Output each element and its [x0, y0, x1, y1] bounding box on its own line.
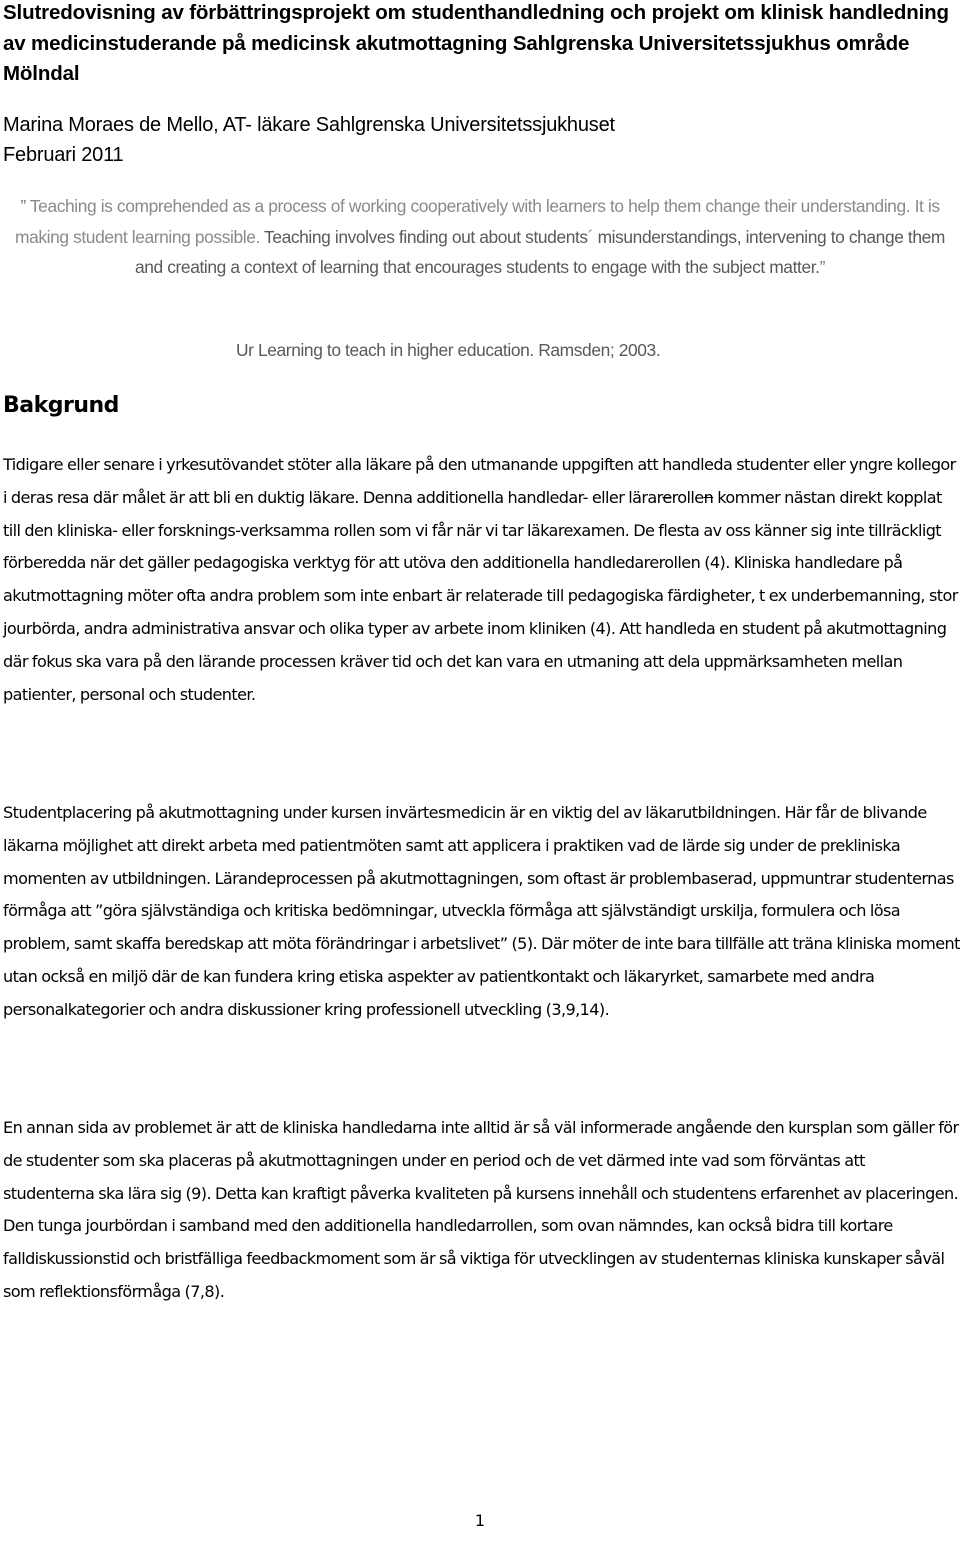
paragraph-1-text-c: kommer nästan direkt kopplat till den kliniska- eller forsknings-verksamma rollen som vi får när vi tar läkarexamen. De flesta av oss känner sig inte tillräckligt förberedda när det gäller pedagogiska verktyg för att utöva den additionella handledarerollen (4). Kliniska handledare på akutmottagning möter ofta andra problem som inte enbart är relaterade till pedagogiska färdigheter, t ex underbemanning, stor jourbörda, andra administrativa ansvar och olika typer av arbete inom kliniken (4). Att handleda en student på akutmottagning där fokus ska vara på den lärande processen kräver tid och det kan vara en utmaning att dela uppmärksamheten mellan patienter, personal och studenter. [3, 487, 958, 704]
quote-source: Ur Learning to teach in higher education. Ramsden; 2003. [236, 340, 661, 360]
paragraph-1-text-a: Tidigare eller senare i yrkesutövandet stöter alla läkare på den utmanande uppgiften att handleda studenter eller yngre kollegor i deras resa där målet är att bli en duktig läkare. Denna additionella handledar- eller lärar [3, 455, 956, 507]
quote-part-1: Teaching is comprehended as a process of working cooperatively with learners to help them change their understanding. It is making student learning possible. [14, 196, 940, 247]
quote-block [10, 191, 950, 283]
page-number: 1 [474, 1511, 486, 1530]
quote-part-2: Teaching involves finding out about students [264, 226, 588, 247]
author-line: Marina Moraes de Mello, AT- läkare Sahlgrenska Universitetssjukhuset [3, 114, 615, 136]
quote-part-3: misunderstandings, intervening to change them and creating a context of learning that encourages students to engage with the subject matter. [135, 226, 945, 277]
quote-open-mark: ” [20, 196, 26, 216]
paragraph-1-strikethrough-b: n [703, 487, 714, 507]
paragraph-2: Studentplacering på akutmottagning under kursen invärtesmedicin är en viktig del av läkarutbildningen. Här får de blivande läkarna möjlighet att direkt arbeta med patientmöten samt att applicera i praktiken vad de lärde sig under de prekliniska momenten av utbildningen. Lärandeprocessen på akutmottagningen, som oftast är problembaserad, uppmuntrar studenternas förmåga att ”göra självständiga och kritiska bedömningar, utveckla förmåga att självständigt urskilja, formulera och lösa problem, samt skaffa beredskap att möta förändringar i arbetslivet” (5). Där möter de inte bara tillfälle att träna kliniska moment utan också en miljö där de kan fundera kring etiska aspekter av patientkontakt och läkaryrket, samarbete med andra personalkategorier och andra diskussioner kring professionell utveckling (3,9,14). [3, 803, 960, 1019]
paragraph-1 [3, 449, 960, 711]
section-heading-bakgrund: Bakgrund [3, 393, 119, 418]
quote-close-mark: ” [819, 257, 825, 277]
paragraph-3: En annan sida av problemet är att de kliniska handledarna inte alltid är så väl informerade angående den kursplan som gäller för de studenter som ska placeras på akutmottagningen under en period och de vet därmed inte vad som förväntas att studenterna ska lära sig (9). Detta kan kraftigt påverka kvaliteten på kursens innehåll och studentens erfarenhet av placeringen. Den tunga jourbördan i samband med den additionella handledarrollen, som ovan nämndes, kan också bidra till kortare falldiskussionstid och bristfälliga feedbackmoment som är så viktiga för utvecklingen av studenternas kliniska kunskaper såväl som reflektionsförmåga (7,8). [3, 1118, 959, 1301]
document-title: Slutredovisning av förbättringsprojekt om studenthandledning och projekt om klinisk handledning av medicinstuderande på medicinsk akutmottagning Sahlgrenska Universitetssjukhus område Mölndal [3, 1, 949, 85]
quote-apostrophe: ´ [587, 226, 594, 247]
date-line: Februari 2011 [3, 144, 124, 166]
author-block [3, 110, 955, 170]
paragraph-1-text-b: rolle [671, 487, 704, 507]
paragraph-1-strikethrough-a: e [662, 487, 672, 507]
